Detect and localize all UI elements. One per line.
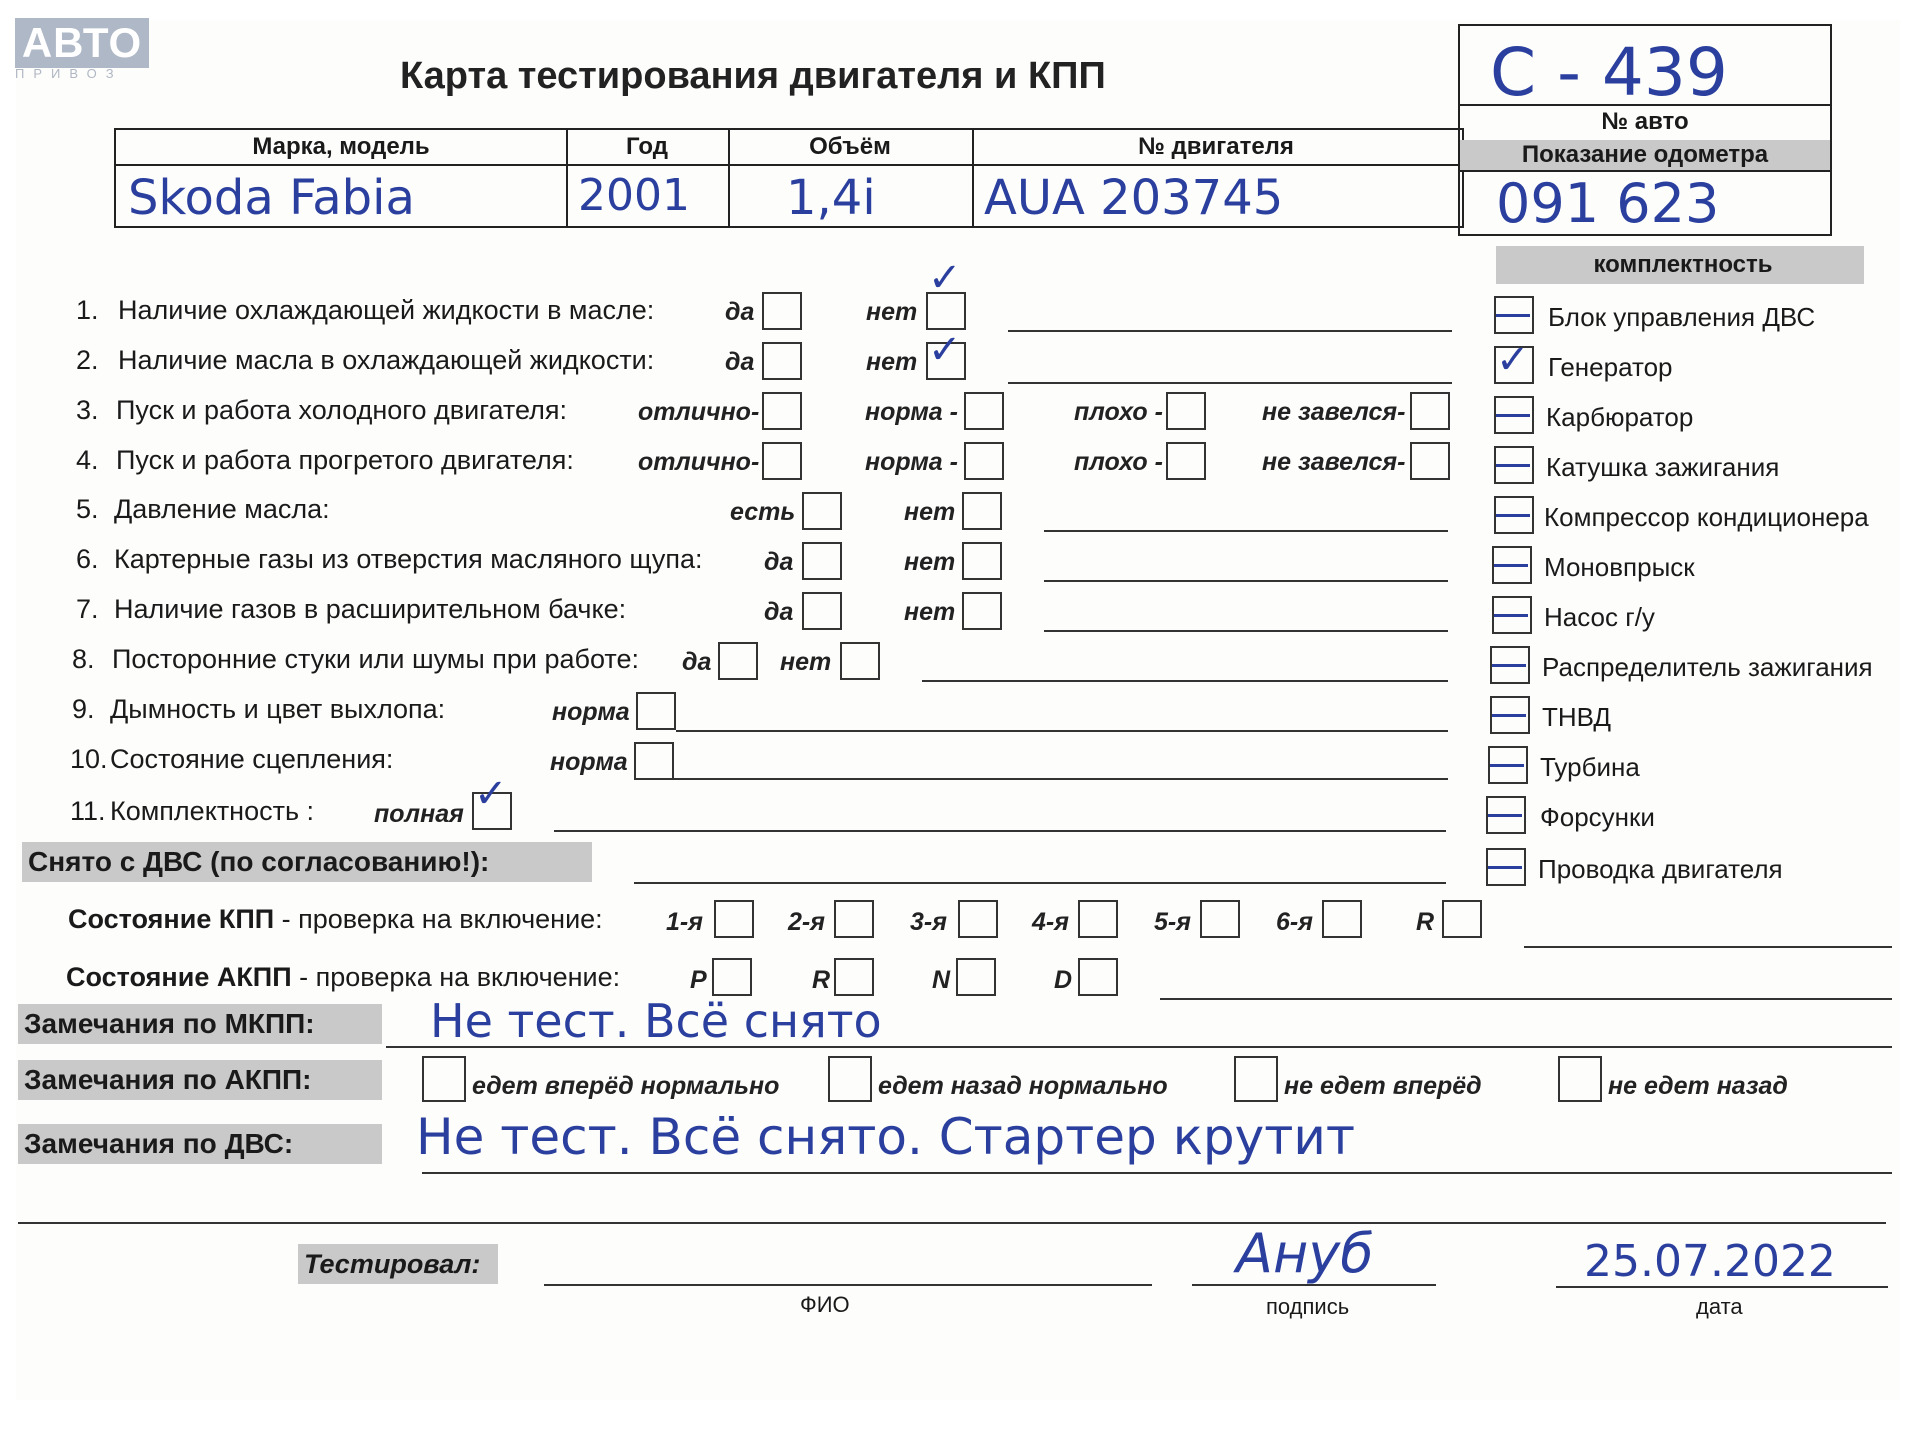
answer-label: норма - — [865, 398, 958, 426]
answer-label: нет — [780, 648, 832, 676]
question-text: Состояние сцепления: — [110, 744, 394, 774]
gear-label: 5-я — [1154, 908, 1191, 936]
question-number: 9. — [72, 694, 95, 724]
answer-checkbox[interactable] — [762, 292, 802, 330]
answer-checkbox[interactable] — [962, 592, 1002, 630]
gear-label: P — [690, 966, 707, 994]
gear-label: R — [1416, 908, 1435, 936]
removed-notes-line[interactable] — [634, 882, 1446, 884]
gear-label: 4-я — [1032, 908, 1069, 936]
komplekt-item: Турбина — [1540, 752, 1640, 782]
answer-label: нет — [904, 498, 956, 526]
question-number: 6. — [76, 544, 99, 574]
akpp-remark-checkbox[interactable] — [422, 1056, 466, 1102]
answer-checkbox[interactable] — [634, 742, 674, 780]
mkpp-remarks-value[interactable]: Не тест. Всё снято — [430, 994, 882, 1048]
fio-label: ФИО — [800, 1292, 850, 1317]
volume-column — [728, 130, 974, 226]
answer-checkbox[interactable] — [964, 392, 1004, 430]
car-number-value[interactable]: C - 439 — [1490, 34, 1728, 111]
date-value[interactable]: 25.07.2022 — [1584, 1236, 1836, 1287]
engine-column — [972, 130, 1460, 226]
volume-label: Объём — [809, 133, 891, 160]
akpp-remark-option: едет вперёд нормально — [472, 1072, 780, 1100]
notes-line[interactable] — [554, 830, 1446, 832]
kpp-label-bold: Состояние КПП — [68, 904, 275, 934]
kpp-label — [68, 904, 603, 935]
komplekt-item: Катушка зажигания — [1546, 452, 1780, 482]
gear-label: 1-я — [666, 908, 703, 936]
komplekt-item: Блок управления ДВС — [1548, 302, 1816, 332]
question-text: Посторонние стуки или шумы при работе: — [112, 644, 639, 674]
answer-label: норма — [550, 748, 628, 776]
check-mark-icon: ✓ — [928, 327, 962, 373]
gear-label: N — [932, 966, 951, 994]
question-number: 11. — [70, 796, 106, 826]
car-number-box — [1458, 24, 1832, 236]
answer-checkbox[interactable] — [1166, 442, 1206, 480]
volume-value[interactable]: 1,4i — [786, 170, 876, 226]
komplekt-item: Карбюратор — [1546, 402, 1694, 432]
question-number: 5. — [76, 494, 99, 524]
dash-mark-icon — [1496, 514, 1530, 517]
kpp-notes-line[interactable] — [1524, 946, 1892, 948]
question-text: Наличие газов в расширительном бачке: — [114, 594, 627, 624]
question-text: Давление масла: — [114, 494, 330, 524]
akpp-remarks-label: Замечания по АКПП: — [18, 1060, 382, 1100]
answer-label: да — [764, 548, 794, 576]
gear-label: 6-я — [1276, 908, 1313, 936]
dash-mark-icon — [1490, 764, 1524, 767]
akpp-remark-checkbox[interactable] — [1558, 1056, 1602, 1102]
notes-line[interactable] — [676, 730, 1448, 732]
gear-checkbox[interactable] — [712, 958, 752, 996]
dvs-remarks-value[interactable]: Не тест. Всё снято. Стартер крутит — [416, 1108, 1355, 1166]
odometer-label: Показание одометра — [1460, 140, 1830, 170]
question-text: Дымность и цвет выхлопа: — [110, 694, 446, 724]
akpp-remark-option: не едет назад — [1608, 1072, 1788, 1100]
notes-line[interactable] — [674, 778, 1448, 780]
check-mark-icon: ✓ — [1496, 337, 1530, 383]
answer-label: плохо - — [1074, 448, 1163, 476]
question-number: 2. — [76, 345, 99, 375]
akpp-label — [66, 962, 620, 993]
gear-label: D — [1054, 966, 1073, 994]
question-number: 4. — [76, 445, 99, 475]
make-label: Марка, модель — [252, 133, 430, 160]
make-value[interactable]: Skoda Fabia — [128, 170, 415, 226]
dash-mark-icon — [1494, 564, 1528, 567]
answer-checkbox[interactable] — [962, 542, 1002, 580]
gear-checkbox[interactable] — [958, 900, 998, 938]
odometer-value[interactable]: 091 623 — [1496, 172, 1720, 235]
fio-line[interactable] — [544, 1284, 1152, 1286]
answer-checkbox[interactable] — [1410, 392, 1450, 430]
answer-checkbox[interactable] — [1166, 392, 1206, 430]
separator-line — [18, 1222, 1886, 1224]
vehicle-header-table — [114, 128, 1464, 228]
akpp-remark-option: едет назад нормально — [878, 1072, 1168, 1100]
date-label: дата — [1696, 1294, 1743, 1319]
answer-label: да — [725, 298, 755, 326]
akpp-remark-checkbox[interactable] — [1234, 1056, 1278, 1102]
gear-checkbox[interactable] — [714, 900, 754, 938]
komplekt-item: Насос г/у — [1544, 602, 1655, 632]
question-number: 1. — [76, 295, 99, 325]
answer-label: нет — [866, 348, 918, 376]
answer-label: да — [682, 648, 712, 676]
akpp-remark-option: не едет вперёд — [1284, 1072, 1482, 1100]
komplekt-title: комплектность — [1496, 246, 1864, 284]
komplekt-item: Генератор — [1548, 352, 1673, 382]
dvs-remarks-line[interactable] — [422, 1172, 1892, 1174]
akpp-notes-line[interactable] — [1160, 998, 1892, 1000]
gear-label: 3-я — [910, 908, 947, 936]
answer-checkbox[interactable] — [1410, 442, 1450, 480]
gear-checkbox[interactable] — [1322, 900, 1362, 938]
answer-label: не завелся- — [1262, 398, 1406, 426]
dash-mark-icon — [1492, 664, 1526, 667]
answer-label: норма - — [865, 448, 958, 476]
question-number: 10. — [70, 744, 108, 774]
mkpp-remarks-label: Замечания по МКПП: — [18, 1004, 382, 1044]
answer-checkbox[interactable] — [762, 392, 802, 430]
answer-label: полная — [374, 800, 464, 828]
check-mark-icon: ✓ — [928, 255, 962, 301]
gear-checkbox[interactable] — [1078, 958, 1118, 996]
gear-label: 2-я — [788, 908, 825, 936]
question-number: 3. — [76, 395, 99, 425]
answer-label: да — [764, 598, 794, 626]
question-text: Наличие охлаждающей жидкости в масле: — [118, 295, 655, 325]
answer-label: нет — [866, 298, 918, 326]
answer-label: да — [725, 348, 755, 376]
logo-subtitle: ПРИВОЗ — [15, 66, 123, 81]
notes-line[interactable] — [1044, 630, 1448, 632]
notes-line[interactable] — [1008, 382, 1452, 384]
dash-mark-icon — [1488, 866, 1522, 869]
answer-checkbox[interactable] — [964, 442, 1004, 480]
komplekt-item: ТНВД — [1542, 702, 1612, 732]
komplekt-item: Проводка двигателя — [1538, 854, 1783, 884]
dash-mark-icon — [1496, 414, 1530, 417]
question-text: Картерные газы из отверстия масляного щупа: — [114, 544, 703, 574]
dvs-remarks-label: Замечания по ДВС: — [18, 1124, 382, 1164]
komplekt-item: Компрессор кондиционера — [1544, 502, 1869, 532]
answer-label: нет — [904, 598, 956, 626]
signature-image: Ануб — [1236, 1222, 1374, 1285]
year-column — [566, 130, 730, 226]
answer-checkbox[interactable] — [718, 642, 758, 680]
question-number: 7. — [76, 594, 99, 624]
akpp-label-rest: - проверка на включение: — [291, 962, 621, 992]
question-number: 8. — [72, 644, 95, 674]
gear-checkbox[interactable] — [956, 958, 996, 996]
answer-checkbox[interactable] — [636, 692, 676, 730]
question-text: Наличие масла в охлаждающей жидкости: — [118, 345, 655, 375]
komplekt-item: Распределитель зажигания — [1542, 652, 1873, 682]
answer-label: не завелся- — [1262, 448, 1406, 476]
tested-label: Тестировал: — [298, 1244, 498, 1284]
question-text: Пуск и работа прогретого двигателя: — [116, 445, 574, 475]
removed-from-engine-label: Снято с ДВС (по согласованию!): — [22, 842, 592, 882]
answer-checkbox[interactable] — [962, 492, 1002, 530]
dash-mark-icon — [1496, 464, 1530, 467]
answer-checkbox[interactable] — [802, 592, 842, 630]
komplekt-item: Моновпрыск — [1544, 552, 1695, 582]
gear-checkbox[interactable] — [1200, 900, 1240, 938]
answer-checkbox[interactable] — [762, 342, 802, 380]
gear-checkbox[interactable] — [1442, 900, 1482, 938]
answer-checkbox[interactable] — [762, 442, 802, 480]
year-label: Год — [626, 133, 668, 160]
gear-checkbox[interactable] — [834, 958, 874, 996]
answer-label: есть — [730, 498, 796, 526]
dash-mark-icon — [1496, 314, 1530, 317]
question-text: Комплектность : — [110, 796, 315, 826]
answer-label: плохо - — [1074, 398, 1163, 426]
gear-checkbox[interactable] — [834, 900, 874, 938]
dash-mark-icon — [1492, 714, 1526, 717]
gear-checkbox[interactable] — [1078, 900, 1118, 938]
answer-label: норма — [552, 698, 630, 726]
answer-checkbox[interactable] — [802, 492, 842, 530]
dash-mark-icon — [1488, 814, 1522, 817]
avto-privoz-logo: АВТО — [15, 18, 149, 68]
car-number-label: № авто — [1601, 108, 1689, 135]
answer-label: отлично- — [638, 448, 760, 476]
gear-label: R — [812, 966, 831, 994]
akpp-label-bold: Состояние АКПП — [66, 962, 292, 992]
notes-line[interactable] — [1044, 530, 1448, 532]
notes-line[interactable] — [1008, 330, 1452, 332]
dash-mark-icon — [1494, 614, 1528, 617]
mkpp-remarks-line[interactable] — [386, 1046, 1892, 1048]
answer-label: нет — [904, 548, 956, 576]
answer-label: отлично- — [638, 398, 760, 426]
notes-line[interactable] — [922, 680, 1448, 682]
komplekt-item: Форсунки — [1540, 802, 1655, 832]
notes-line[interactable] — [1044, 580, 1448, 582]
akpp-remark-checkbox[interactable] — [828, 1056, 872, 1102]
page-title: Карта тестирования двигателя и КПП — [400, 55, 1106, 97]
year-value[interactable]: 2001 — [578, 170, 690, 221]
question-text: Пуск и работа холодного двигателя: — [116, 395, 567, 425]
answer-checkbox[interactable] — [840, 642, 880, 680]
check-mark-icon: ✓ — [474, 771, 508, 817]
signature-label: подпись — [1266, 1294, 1350, 1319]
engine-label: № двигателя — [1138, 133, 1294, 160]
kpp-label-rest: - проверка на включение: — [274, 904, 603, 934]
answer-checkbox[interactable] — [802, 542, 842, 580]
make-column — [116, 130, 568, 226]
engine-value[interactable]: AUA 203745 — [984, 170, 1284, 226]
